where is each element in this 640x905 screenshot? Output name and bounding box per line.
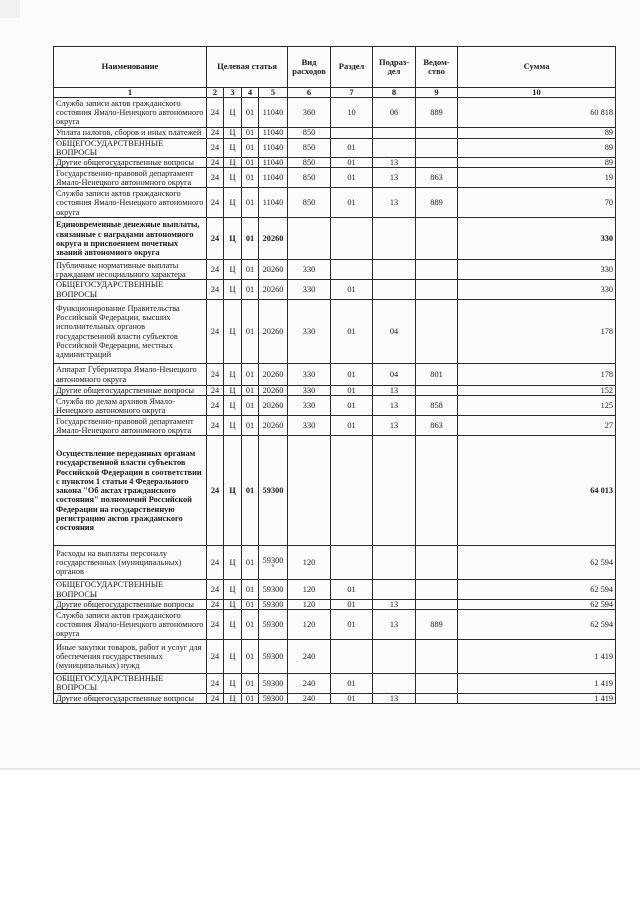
amount: 1 419 — [458, 640, 616, 674]
subsection: 13 — [373, 693, 416, 703]
target-code-1: 24 — [207, 280, 224, 300]
table-row — [54, 364, 616, 386]
department — [416, 386, 458, 396]
amount: 330 — [458, 260, 616, 280]
target-code-3: 01 — [242, 580, 259, 600]
department — [416, 546, 458, 580]
target-code-4: 59300 — [259, 580, 288, 600]
target-code-2: Ц — [224, 300, 242, 364]
table-row — [54, 386, 616, 396]
department — [416, 436, 458, 546]
subsection: 06 — [373, 98, 416, 128]
section: 01 — [331, 364, 373, 386]
section — [331, 260, 373, 280]
subsection: 13 — [373, 599, 416, 609]
expense-type: 330 — [288, 386, 331, 396]
section: 01 — [331, 693, 373, 703]
department: 889 — [416, 98, 458, 128]
section: 01 — [331, 138, 373, 158]
column-number-6: 6 — [288, 88, 331, 98]
target-code-3: 01 — [242, 396, 259, 416]
subsection — [373, 218, 416, 260]
column-number-2: 2 — [207, 88, 224, 98]
target-code-4: 11040 — [259, 98, 288, 128]
target-code-3: 01 — [242, 218, 259, 260]
page-bottom-edge — [0, 768, 640, 770]
target-code-3: 01 — [242, 98, 259, 128]
subsection: 04 — [373, 300, 416, 364]
target-code-1: 24 — [207, 640, 224, 674]
department — [416, 158, 458, 168]
row-name: Служба по делам архивов Ямало-Ненецкого автономного округа — [54, 396, 207, 416]
column-number-1: 1 — [54, 88, 207, 98]
section: 01 — [331, 599, 373, 609]
row-name: Уплата налогов, сборов и иных платежей — [54, 128, 207, 138]
amount: 330 — [458, 218, 616, 260]
target-code-2: Ц — [224, 640, 242, 674]
department: 889 — [416, 188, 458, 218]
table-row — [54, 610, 616, 640]
table-row — [54, 188, 616, 218]
section: 01 — [331, 396, 373, 416]
expense-type: 240 — [288, 640, 331, 674]
row-name: Служба записи актов гражданского состояния Ямало-Ненецкого автономного округа — [54, 98, 207, 128]
target-code-2: Ц — [224, 260, 242, 280]
department — [416, 640, 458, 674]
subsection: 04 — [373, 364, 416, 386]
target-code-3: 01 — [242, 416, 259, 436]
row-name: Другие общегосударственные вопросы — [54, 386, 207, 396]
target-code-3: 01 — [242, 168, 259, 188]
department — [416, 128, 458, 138]
target-code-1: 24 — [207, 364, 224, 386]
target-code-1: 24 — [207, 188, 224, 218]
table-row — [54, 693, 616, 703]
target-code-3: 01 — [242, 436, 259, 546]
expense-type: 850 — [288, 128, 331, 138]
subsection: 13 — [373, 386, 416, 396]
target-code-4: 20260 — [259, 280, 288, 300]
table-row — [54, 546, 616, 580]
target-code-4: 20260 — [259, 364, 288, 386]
expense-type: 120 — [288, 610, 331, 640]
expense-type: 850 — [288, 188, 331, 218]
row-name: Иные закупки товаров, работ и услуг для обеспечения государственных (муниципальных) нужд — [54, 640, 207, 674]
department: 889 — [416, 610, 458, 640]
column-number-10: 10 — [458, 88, 616, 98]
target-code-2: Ц — [224, 128, 242, 138]
row-name: Аппарат Губернатора Ямало-Ненецкого автономного округа — [54, 364, 207, 386]
target-code-2: Ц — [224, 693, 242, 703]
table-row — [54, 138, 616, 158]
target-code-3: 01 — [242, 260, 259, 280]
department: 863 — [416, 168, 458, 188]
amount: 70 — [458, 188, 616, 218]
department: 801 — [416, 364, 458, 386]
row-name: ОБЩЕГОСУДАРСТВЕННЫЕ ВОПРОСЫ — [54, 138, 207, 158]
table-row — [54, 98, 616, 128]
header-amount: Сумма — [458, 47, 616, 88]
target-code-1: 24 — [207, 158, 224, 168]
target-code-2: Ц — [224, 280, 242, 300]
subsection: 13 — [373, 416, 416, 436]
department — [416, 280, 458, 300]
target-code-2: Ц — [224, 168, 242, 188]
expense-type: 330 — [288, 260, 331, 280]
target-code-3: 01 — [242, 128, 259, 138]
target-code-1: 24 — [207, 138, 224, 158]
row-name: ОБЩЕГОСУДАРСТВЕННЫЕ ВОПРОСЫ — [54, 674, 207, 694]
table-row — [54, 599, 616, 609]
section: 01 — [331, 188, 373, 218]
row-name: Единовременные денежные выплаты, связанные с наградами автономного округа и присвоением почетных званий автономного округа — [54, 218, 207, 260]
header-subsection: Подраз-дел — [373, 47, 416, 88]
target-code-2: Ц — [224, 396, 242, 416]
amount: 62 594 — [458, 546, 616, 580]
amount: 89 — [458, 158, 616, 168]
target-code-3: 01 — [242, 188, 259, 218]
section: 10 — [331, 98, 373, 128]
expense-type: 330 — [288, 416, 331, 436]
expense-type: 120 — [288, 599, 331, 609]
amount: 62 594 — [458, 580, 616, 600]
column-number-4: 4 — [242, 88, 259, 98]
target-code-1: 24 — [207, 396, 224, 416]
amount: 152 — [458, 386, 616, 396]
subsection: 13 — [373, 158, 416, 168]
subsection: 13 — [373, 610, 416, 640]
target-code-4: 20260 — [259, 218, 288, 260]
section: 01 — [331, 416, 373, 436]
target-code-3: 01 — [242, 674, 259, 694]
target-code-4: 59300 — [259, 693, 288, 703]
target-code-1: 24 — [207, 128, 224, 138]
row-name: Другие общегосударственные вопросы — [54, 693, 207, 703]
department: 863 — [416, 416, 458, 436]
target-code-2: Ц — [224, 138, 242, 158]
table-row — [54, 260, 616, 280]
row-name: Государственно-правовой департамент Ямало-Ненецкого автономного округа — [54, 168, 207, 188]
row-name: Осуществление переданных органам государственной власти субъектов Российской Федерации в соответствии с пунктом 1 статьи 4 Федерального закона "Об актах гражданского состояния" полномочий Российской Федерации на государственную регистрацию актов гражданского состояния — [54, 436, 207, 546]
target-code-3: 01 — [242, 300, 259, 364]
target-code-4: 20260 — [259, 396, 288, 416]
row-name: Служба записи актов гражданского состояния Ямало-Ненецкого автономного округа — [54, 188, 207, 218]
row-name: Функционирование Правительства Российской Федерации, высших исполнительных органов государственной власти субъектов Российской Федерации, местных администраций — [54, 300, 207, 364]
amount: 1 419 — [458, 674, 616, 694]
table-row — [54, 168, 616, 188]
target-code-1: 24 — [207, 674, 224, 694]
expense-type: 240 — [288, 693, 331, 703]
section — [331, 128, 373, 138]
target-code-2: Ц — [224, 610, 242, 640]
column-number-row — [54, 88, 616, 98]
section — [331, 218, 373, 260]
target-code-2: Ц — [224, 580, 242, 600]
target-code-4: 11040 — [259, 138, 288, 158]
target-code-4: 20260 — [259, 260, 288, 280]
section — [331, 546, 373, 580]
amount: 178 — [458, 300, 616, 364]
target-code-2: Ц — [224, 436, 242, 546]
expense-type: 120 — [288, 580, 331, 600]
row-name: Другие общегосударственные вопросы — [54, 599, 207, 609]
subsection — [373, 128, 416, 138]
expense-type: 330 — [288, 280, 331, 300]
target-code-3: 01 — [242, 158, 259, 168]
target-code-3: 01 — [242, 280, 259, 300]
target-code-2: Ц — [224, 599, 242, 609]
section — [331, 640, 373, 674]
row-name: Служба записи актов гражданского состояния Ямало-Ненецкого автономного округа — [54, 610, 207, 640]
expense-type — [288, 218, 331, 260]
subsection: 13 — [373, 168, 416, 188]
column-number-7: 7 — [331, 88, 373, 98]
amount: 125 — [458, 396, 616, 416]
subsection: 13 — [373, 188, 416, 218]
target-code-4: 20260 — [259, 386, 288, 396]
header-name: Наименование — [54, 47, 207, 88]
subsection — [373, 640, 416, 674]
section: 01 — [331, 610, 373, 640]
column-number-8: 8 — [373, 88, 416, 98]
target-code-1: 24 — [207, 300, 224, 364]
target-code-4: 59300 — [259, 640, 288, 674]
table-row — [54, 674, 616, 694]
subsection: 13 — [373, 396, 416, 416]
header-target-article: Целевая статья — [207, 47, 288, 88]
target-code-3: 01 — [242, 610, 259, 640]
target-code-3: 01 — [242, 693, 259, 703]
amount: 1 419 — [458, 693, 616, 703]
subsection — [373, 580, 416, 600]
target-code-2: Ц — [224, 98, 242, 128]
column-number-9: 9 — [416, 88, 458, 98]
target-code-1: 24 — [207, 98, 224, 128]
table-row — [54, 416, 616, 436]
target-code-4: 59300 — [259, 674, 288, 694]
target-code-2: Ц — [224, 364, 242, 386]
department — [416, 599, 458, 609]
amount: 62 594 — [458, 610, 616, 640]
target-code-1: 24 — [207, 218, 224, 260]
row-name: Публичные нормативные выплаты гражданам несоциального характера — [54, 260, 207, 280]
target-code-2: Ц — [224, 674, 242, 694]
amount: 62 594 — [458, 599, 616, 609]
target-code-2: Ц — [224, 546, 242, 580]
target-code-3: 01 — [242, 546, 259, 580]
target-code-2: Ц — [224, 158, 242, 168]
expense-type — [288, 436, 331, 546]
target-code-1: 24 — [207, 610, 224, 640]
row-name: ОБЩЕГОСУДАРСТВЕННЫЕ ВОПРОСЫ — [54, 280, 207, 300]
budget-table — [53, 46, 616, 704]
target-code-1: 24 — [207, 168, 224, 188]
target-code-1: 24 — [207, 260, 224, 280]
column-number-5: 5 — [259, 88, 288, 98]
target-code-4: 11040 — [259, 188, 288, 218]
table-row — [54, 300, 616, 364]
target-code-1: 24 — [207, 599, 224, 609]
target-code-2: Ц — [224, 188, 242, 218]
subsection — [373, 260, 416, 280]
table-row — [54, 158, 616, 168]
page-corner-shadow — [0, 0, 20, 18]
department — [416, 693, 458, 703]
table-row — [54, 128, 616, 138]
target-code-4: 20260 — [259, 416, 288, 436]
row-name: Государственно-правовой департамент Ямало-Ненецкого автономного округа — [54, 416, 207, 436]
expense-type: 850 — [288, 158, 331, 168]
subsection — [373, 436, 416, 546]
amount: 178 — [458, 364, 616, 386]
target-code-4: 59300 — [259, 610, 288, 640]
target-code-3: 01 — [242, 386, 259, 396]
expense-type: 330 — [288, 300, 331, 364]
section — [331, 436, 373, 546]
target-code-1: 24 — [207, 416, 224, 436]
header-department: Ведом-ство — [416, 47, 458, 88]
target-code-1: 24 — [207, 693, 224, 703]
expense-type: 360 — [288, 98, 331, 128]
amount: 89 — [458, 128, 616, 138]
department — [416, 138, 458, 158]
amount: 60 818 — [458, 98, 616, 128]
target-code-4: 11040 — [259, 168, 288, 188]
section: 01 — [331, 300, 373, 364]
row-name: Другие общегосударственные вопросы — [54, 158, 207, 168]
target-code-3: 01 — [242, 640, 259, 674]
subsection — [373, 546, 416, 580]
section: 01 — [331, 168, 373, 188]
target-code-1: 24 — [207, 436, 224, 546]
header-section: Раздел — [331, 47, 373, 88]
subsection — [373, 674, 416, 694]
expense-type: 120 — [288, 546, 331, 580]
expense-type: 240 — [288, 674, 331, 694]
department — [416, 580, 458, 600]
table-header-row — [54, 47, 616, 88]
target-code-2: Ц — [224, 416, 242, 436]
section: 01 — [331, 386, 373, 396]
target-code-1: 24 — [207, 580, 224, 600]
section: 01 — [331, 280, 373, 300]
amount: 27 — [458, 416, 616, 436]
department — [416, 674, 458, 694]
header-expense-type: Вид расходов — [288, 47, 331, 88]
table-row — [54, 640, 616, 674]
table-row — [54, 280, 616, 300]
expense-type: 330 — [288, 396, 331, 416]
column-number-3: 3 — [224, 88, 242, 98]
target-code-2: Ц — [224, 386, 242, 396]
target-code-3: 01 — [242, 599, 259, 609]
target-code-4: 59300 ч — [259, 546, 288, 580]
subsection — [373, 138, 416, 158]
section: 01 — [331, 580, 373, 600]
expense-type: 330 — [288, 364, 331, 386]
amount: 330 — [458, 280, 616, 300]
expense-type: 850 — [288, 168, 331, 188]
target-code-4: 59300 — [259, 436, 288, 546]
department — [416, 218, 458, 260]
department — [416, 260, 458, 280]
table-row — [54, 218, 616, 260]
subsection — [373, 280, 416, 300]
target-code-4: 11040 — [259, 158, 288, 168]
section: 01 — [331, 674, 373, 694]
department — [416, 300, 458, 364]
amount: 19 — [458, 168, 616, 188]
target-code-4: 11040 — [259, 128, 288, 138]
row-name: Расходы на выплаты персоналу государственных (муниципальных) органов — [54, 546, 207, 580]
amount: 64 013 — [458, 436, 616, 546]
target-code-2: Ц — [224, 218, 242, 260]
handwritten-mark: ч — [271, 564, 275, 570]
target-code-4: 20260 — [259, 300, 288, 364]
amount: 89 — [458, 138, 616, 158]
department: 858 — [416, 396, 458, 416]
section: 01 — [331, 158, 373, 168]
target-code-3: 01 — [242, 364, 259, 386]
expense-type: 850 — [288, 138, 331, 158]
target-code-4: 59300 — [259, 599, 288, 609]
table-row — [54, 580, 616, 600]
table-row — [54, 436, 616, 546]
table-row — [54, 396, 616, 416]
target-code-1: 24 — [207, 386, 224, 396]
target-code-3: 01 — [242, 138, 259, 158]
target-code-1: 24 — [207, 546, 224, 580]
row-name: ОБЩЕГОСУДАРСТВЕННЫЕ ВОПРОСЫ — [54, 580, 207, 600]
